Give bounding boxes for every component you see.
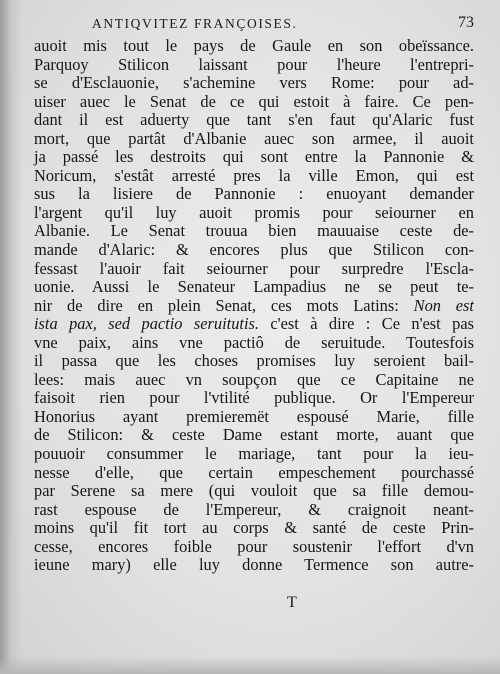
text-line bbox=[34, 241, 474, 260]
text-line-roman: Parquoy Stilicon laissant pour l'heure l'entrepri- bbox=[34, 54, 474, 74]
text-line bbox=[34, 130, 474, 149]
page-bottom-shadow bbox=[0, 656, 500, 674]
running-head: ANTIQVITEZ FRANÇOISES. bbox=[92, 16, 298, 31]
text-line bbox=[34, 74, 474, 93]
text-line-italic: Non est bbox=[413, 295, 474, 315]
text-line bbox=[34, 260, 474, 279]
text-line bbox=[34, 37, 474, 56]
text-line-roman: Honorius ayant premieremët espousé Marie, fille bbox=[34, 406, 474, 426]
text-line-roman: uonie. Aussi le Senateur Lampadius ne se peut te- bbox=[34, 277, 474, 297]
text-line-roman: se d'Esclauonie, s'achemine vers Rome: pour ad- bbox=[34, 73, 474, 93]
text-line-roman: Noricum, s'estât arresté pres la ville Emon, qui est bbox=[34, 165, 474, 185]
text-line-roman: rast espouse de l'Empereur, & craignoit neant- bbox=[34, 499, 474, 519]
text-line-roman: mort, que partât d'Albanie auec son armee, il auoit bbox=[34, 128, 474, 148]
text-line bbox=[34, 408, 474, 427]
text-line-roman: vne paix, ains vne pactiô de seruitude. Toutesfois bbox=[34, 332, 474, 352]
text-line-roman: Albanie. Le Senat trouua bien mauuaise ceste de- bbox=[34, 221, 474, 241]
text-line bbox=[34, 56, 474, 75]
catchword: T bbox=[287, 594, 297, 611]
text-line-roman: uiser auec le Senat de ce qui estoit à faire. Ce pen- bbox=[34, 91, 474, 111]
text-line-roman: c'est à dire : Ce n'est pas bbox=[259, 314, 474, 334]
text-line-roman: faisoit rien pour l'vtilité publique. Or l'Empereur bbox=[34, 388, 474, 408]
text-line bbox=[34, 315, 474, 334]
text-line-roman: sus la lisiere de Pannonie : enuoyant demander bbox=[34, 184, 474, 204]
text-line bbox=[34, 519, 474, 538]
text-line bbox=[34, 445, 474, 464]
text-line-roman: de Stilicon: & ceste Dame estant morte, auant que bbox=[34, 425, 474, 445]
text-line bbox=[34, 334, 474, 353]
body-text bbox=[34, 37, 474, 575]
text-line-roman: il passa que les choses promises luy seroient bail- bbox=[34, 351, 474, 371]
text-line bbox=[34, 222, 474, 241]
text-line-roman: cesse, encores foible pour soustenir l'effort d'vn bbox=[34, 536, 474, 556]
text-line bbox=[34, 93, 474, 112]
text-line bbox=[34, 167, 474, 186]
text-line-roman: l'argent qu'il luy auoit promis pour seiourner en bbox=[34, 202, 474, 222]
text-line-roman: nesse d'elle, que certain empeschement pourchassé bbox=[34, 462, 474, 482]
text-line bbox=[34, 538, 474, 557]
text-line bbox=[34, 426, 474, 445]
text-line bbox=[34, 482, 474, 501]
text-line bbox=[34, 371, 474, 390]
text-line-roman: pouuoir consummer le mariage, tant pour la ieu- bbox=[34, 444, 474, 464]
text-line-roman: lees: mais auec vn soupçon que ce Capitaine ne bbox=[34, 369, 474, 389]
text-line-roman: auoit mis tout le pays de Gaule en son obeïssance. bbox=[34, 36, 474, 55]
text-line-roman: moins qu'il fit tort au corps & santé de ceste Prin- bbox=[34, 518, 474, 538]
text-line-roman: ja passé les destroits qui sont entre la Pannonie & bbox=[34, 147, 474, 167]
text-line bbox=[34, 389, 474, 408]
text-line bbox=[34, 204, 474, 223]
text-line bbox=[34, 111, 474, 130]
text-line bbox=[34, 278, 474, 297]
text-line-roman: fessast l'auoir fait seiourner pour surpredre l'Escla- bbox=[34, 258, 474, 278]
text-line bbox=[34, 556, 474, 575]
text-line bbox=[34, 297, 474, 316]
text-line-roman: par Serene sa mere (qui vouloit que sa fille demou- bbox=[34, 481, 474, 501]
text-line-roman: ieune mary) elle luy donne Termence son autre- bbox=[34, 555, 474, 575]
text-line-roman: nir de dire en plein Senat, ces mots Latins: bbox=[34, 295, 399, 315]
text-line-roman: mande d'Alaric: & encores plus que Stilicon con- bbox=[34, 240, 474, 260]
page-number: 73 bbox=[458, 14, 474, 31]
page-gutter-shadow bbox=[0, 0, 22, 674]
text-line bbox=[34, 501, 474, 520]
page-header bbox=[34, 12, 474, 38]
text-line-italic: ista pax, sed pactio seruitutis. bbox=[34, 314, 259, 334]
text-line-roman: dant il est aduerty que tant s'en faut qu'Alaric fust bbox=[34, 110, 474, 130]
text-line bbox=[34, 148, 474, 167]
text-line bbox=[34, 352, 474, 371]
text-line bbox=[34, 185, 474, 204]
text-line bbox=[34, 464, 474, 483]
